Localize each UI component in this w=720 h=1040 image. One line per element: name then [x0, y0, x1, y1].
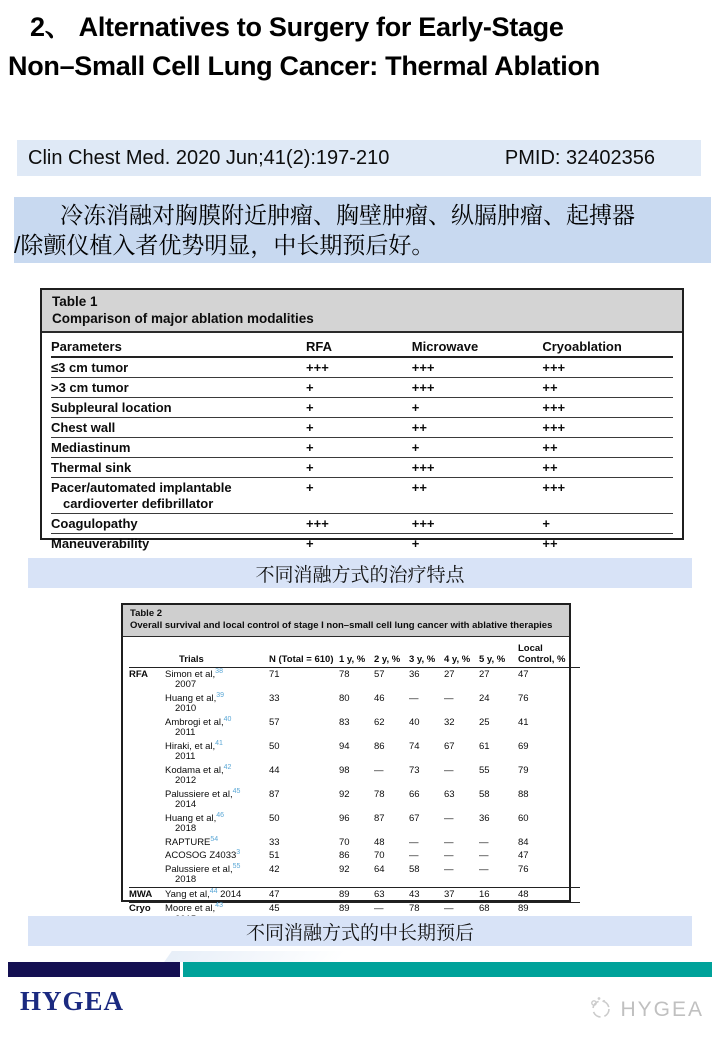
ablation-modalities-table: [51, 336, 673, 553]
table2-value: 64: [374, 863, 385, 875]
table2-header-row: [129, 639, 580, 668]
table1-value: +: [306, 478, 412, 514]
table1-value: +++: [306, 514, 412, 534]
table2-value: 62: [374, 716, 385, 728]
table2-row: [129, 812, 580, 836]
table2-trial-year: 2010: [175, 703, 197, 714]
table2-modality: [129, 863, 165, 888]
table2-value: 76: [518, 692, 529, 704]
table2-value: 94: [339, 740, 350, 752]
table2-trial: Palussiere et al,$^{45}$ 2014: [165, 788, 269, 812]
table2-value: 96: [339, 812, 350, 824]
table2-value: 78: [374, 788, 385, 800]
table2-value: 69: [518, 740, 529, 752]
table2-row: [129, 888, 580, 903]
table2-value: 57: [269, 716, 280, 728]
table2-value: 66: [409, 788, 420, 800]
table2-value: 43: [409, 888, 444, 903]
table1-parameter: Mediastinum: [51, 438, 306, 458]
table2-header-band: [123, 605, 569, 637]
table1-value: +: [412, 398, 543, 418]
survival-outcomes-table: [129, 639, 580, 927]
table2-modality: RFA: [129, 668, 148, 680]
table1-value: ++: [542, 458, 673, 478]
table2-value: —: [374, 902, 409, 927]
hygea-logo-icon: [587, 994, 613, 1026]
table1-value: +++: [542, 357, 673, 378]
table2-value: 87: [269, 788, 280, 800]
table1-row: [51, 378, 673, 398]
table2-value: 68: [479, 902, 518, 927]
table2-trial-year: 2014: [175, 799, 197, 810]
table1-value: +: [306, 438, 412, 458]
table2-value: 27: [479, 668, 490, 680]
title-line-1: 2、 Alternatives to Surgery for Early-Stage: [30, 12, 564, 42]
table2-col-4y: 4 y, %: [444, 639, 479, 668]
table2-row: [129, 692, 580, 716]
table2-value: 44: [269, 764, 280, 776]
table2-modality: [129, 836, 165, 850]
table2-value: 36: [479, 812, 490, 824]
table2-value: —: [444, 764, 454, 776]
table2-value: —: [409, 836, 419, 848]
table2-value: 46: [374, 692, 385, 704]
reference-superscript: 44: [209, 887, 218, 895]
table2-trial-year: 2011: [175, 751, 196, 762]
table2-value: —: [479, 863, 489, 875]
table2-row: [129, 863, 580, 888]
table2-value: 98: [339, 764, 350, 776]
table2-value: 58: [409, 863, 420, 875]
table2-value: 71: [269, 668, 280, 680]
table1-row: [51, 398, 673, 418]
table1-value: +++: [412, 357, 543, 378]
table2-value: —: [444, 692, 454, 704]
table2-value: 78: [339, 668, 350, 680]
table1-value: ++: [542, 438, 673, 458]
table2-trial: Simon et al,$^{38}$ 2007: [165, 668, 269, 693]
table2-row: [129, 764, 580, 788]
table2-title: Overall survival and local control of stage I non–small cell lung cancer with ablative therapies: [130, 620, 553, 631]
table2-value: 92: [339, 863, 350, 875]
summary-line-1: 冷冻消融对胸膜附近肿瘤、胸壁肿瘤、纵膈肿瘤、起搏器: [60, 202, 635, 228]
table1-value: +: [306, 378, 412, 398]
table2-trial: Huang et al,$^{39}$ 2010: [165, 692, 269, 716]
table1-parameter: >3 cm tumor: [51, 378, 306, 398]
table2-value: 58: [479, 788, 490, 800]
table1-figure: [40, 288, 684, 551]
table2-trial: Huang et al,$^{46}$ 2018: [165, 812, 269, 836]
table2-row: [129, 668, 580, 693]
table2-value: 67: [444, 740, 455, 752]
table1-value: +++: [306, 357, 412, 378]
table2-modality: Cryo: [129, 902, 165, 927]
table2-value: —: [374, 764, 384, 776]
table2-value: 78: [409, 902, 444, 927]
table1-row: [51, 438, 673, 458]
table2-modality: [129, 812, 165, 836]
table2-modality: MWA: [129, 888, 165, 903]
table2-value: 76: [518, 863, 529, 875]
table2-modality: [129, 740, 165, 764]
table2-value: 70: [339, 836, 350, 848]
table2-value: 79: [518, 764, 529, 776]
table2-trial: Moore et al,$^{43}$: [165, 902, 269, 927]
table2-value: —: [479, 850, 489, 861]
table2-value: 67: [409, 812, 420, 824]
reference-superscript: 41: [215, 739, 223, 747]
table2-col-3y: 3 y, %: [409, 639, 444, 668]
footer-bar-teal: [183, 962, 712, 977]
table2-trial-year: 2018: [175, 823, 197, 834]
table2-col-2y: 2 y, %: [374, 639, 409, 668]
table1-row: [51, 357, 673, 378]
table2-value: 50: [269, 740, 280, 752]
table2-row: [129, 716, 580, 740]
table2-row: [129, 740, 580, 764]
table2-value: 42: [269, 863, 280, 875]
table1-row: [51, 514, 673, 534]
reference-superscript: 43: [215, 901, 223, 909]
table1-parameter: Thermal sink: [51, 458, 306, 478]
table1-value: +++: [542, 398, 673, 418]
table1-row: [51, 534, 673, 554]
table2-col-1y: 1 y, %: [339, 639, 374, 668]
table1-row: [51, 418, 673, 438]
table2-value: 47: [269, 888, 339, 903]
table2-value: 48: [374, 836, 385, 848]
table2-modality: [129, 764, 165, 788]
table2-value: 89: [339, 902, 374, 927]
table2-caption-bar: [28, 916, 692, 946]
table2-value: 41: [518, 716, 529, 728]
table2-value: —: [444, 812, 454, 824]
table1-value: +: [306, 398, 412, 418]
table2-value: —: [409, 692, 419, 704]
table1-value: ++: [412, 478, 543, 514]
table2-value: 83: [339, 716, 350, 728]
table1-col-rfa: RFA: [306, 336, 412, 357]
table2-modality: [129, 788, 165, 812]
table1-value: +: [542, 514, 673, 534]
table1-content: [42, 333, 682, 553]
table2-col-modality: [129, 639, 165, 668]
table2-modality: [129, 850, 165, 864]
table1-value: ++: [542, 378, 673, 398]
table1-header-row: [51, 336, 673, 357]
table1-row: [51, 458, 673, 478]
page-title: [8, 8, 712, 86]
reference-superscript: 54: [210, 835, 219, 843]
table2-value: 24: [479, 692, 490, 704]
table1-header-band: [42, 290, 682, 333]
table2-value: 74: [409, 740, 420, 752]
table2-value: 32: [444, 716, 455, 728]
table2-trial-year: 2007: [175, 679, 197, 690]
table1-value: ++: [542, 535, 558, 551]
pmid-text: PMID: 32402356: [504, 146, 655, 169]
reference-superscript: 45: [232, 787, 241, 795]
table2-figure: [121, 603, 571, 914]
table2-col-n: N (Total = 610): [269, 639, 339, 668]
table2-caption-text: 不同消融方式的中长期预后: [245, 922, 474, 944]
table2-value: 45: [269, 902, 339, 927]
table1-parameter: Maneuverability: [51, 535, 150, 551]
table2-value: 86: [374, 740, 385, 752]
table2-value: 63: [374, 888, 409, 903]
reference-superscript: 39: [216, 691, 225, 699]
table1-value: +: [306, 535, 314, 551]
table2-value: 33: [269, 836, 280, 848]
table2-body: [129, 668, 580, 927]
table1-value: +++: [542, 418, 673, 438]
footer-bar-glint: [164, 951, 422, 962]
table2-content: [123, 637, 569, 927]
table2-col-trials: Trials: [165, 639, 269, 668]
hygea-watermark: [587, 994, 704, 1026]
table1-parameter: Subpleural location: [51, 398, 306, 418]
table2-trial: ACOSOG Z4033$^3$: [165, 848, 241, 861]
reference-superscript: 3: [236, 848, 241, 856]
table2-trial: Yang et al,$^{44}$ 2014: [165, 888, 269, 903]
table1-parameter: ≤3 cm tumor: [51, 357, 306, 378]
table2-value: 80: [339, 692, 350, 704]
table2-value: 89: [518, 902, 580, 927]
table1-value: +++: [412, 378, 543, 398]
table2-value: 55: [479, 764, 490, 776]
table2-value: 47: [518, 668, 529, 680]
reference-superscript: 42: [223, 763, 232, 771]
table2-value: —: [444, 850, 454, 861]
table2-value: 88: [518, 788, 529, 800]
table1-body: [51, 357, 673, 553]
table2-value: 63: [444, 788, 455, 800]
table1-title: Comparison of major ablation modalities: [52, 311, 314, 326]
title-line-2: Non–Small Cell Lung Cancer: Thermal Ablation: [8, 51, 600, 81]
table1-value: +++: [412, 514, 543, 534]
table2-value: 27: [444, 668, 455, 680]
table2-trial: Kodama et al,$^{42}$ 2012: [165, 764, 269, 788]
reference-superscript: 46: [216, 811, 225, 819]
table2-value: 25: [479, 716, 490, 728]
journal-citation: Clin Chest Med. 2020 Jun;41(2):197-210: [28, 146, 390, 169]
reference-superscript: 38: [215, 667, 223, 675]
table2-value: 37: [444, 888, 479, 903]
table2-trial-year: 2011: [175, 727, 196, 738]
table2-modality: [129, 716, 165, 740]
table1-parameter: Coagulopathy: [51, 514, 306, 534]
table2-value: 47: [518, 850, 529, 861]
table2-label: Table 2: [130, 608, 163, 619]
table2-value: 33: [269, 692, 280, 704]
table2-value: 86: [339, 850, 350, 861]
reference-superscript: 40: [223, 715, 232, 723]
table1-row: [51, 478, 673, 514]
table2-value: 50: [269, 812, 280, 824]
hygea-brand-left: HYGEA: [20, 986, 125, 1016]
table1-col-cryoablation: Cryoablation: [542, 336, 673, 357]
table2-modality: [129, 692, 165, 716]
table1-value: ++: [412, 418, 543, 438]
table1-parameter: Pacer/automated implantable cardioverter defibrillator: [51, 478, 306, 514]
table1-value: +: [306, 418, 412, 438]
citation-bar: [17, 140, 701, 176]
table1-col-parameters: Parameters: [51, 336, 306, 357]
table2-value: 16: [479, 888, 518, 903]
table2-value: 73: [409, 764, 420, 776]
table2-value: 48: [518, 888, 580, 903]
table2-col-local-control: Local Control, %: [518, 639, 580, 668]
hygea-watermark-text: HYGEA: [620, 998, 704, 1021]
table1-caption-text: 不同消融方式的治疗特点: [255, 564, 465, 586]
table2-row: [129, 788, 580, 812]
table2-trial: Ambrogi et al,$^{40}$ 2011: [165, 716, 269, 740]
table2-trial: Hiraki, et al,$^{41}$ 2011: [165, 740, 269, 764]
table2-col-5y: 5 y, %: [479, 639, 518, 668]
table2-value: —: [444, 863, 454, 875]
table2-value: —: [444, 902, 479, 927]
table2-trial: Palussiere et al,$^{55}$ 2018: [165, 863, 269, 888]
table2-trial-year: 2012: [175, 775, 197, 786]
table2-value: 36: [409, 668, 420, 680]
table1-value: +: [411, 535, 420, 551]
table2-value: 61: [479, 740, 490, 752]
reference-superscript: 55: [232, 862, 241, 870]
table2-value: 51: [269, 850, 280, 861]
footer-bar-navy: [8, 962, 180, 977]
table2-value: —: [409, 850, 419, 861]
table2-value: —: [479, 836, 489, 848]
table1-label: Table 1: [52, 294, 98, 309]
summary-line-2: /除颤仪植入者优势明显，中长期预后好。: [14, 232, 435, 258]
table2-value: 92: [339, 788, 350, 800]
summary-box: [14, 197, 711, 263]
table1-value: +++: [412, 458, 543, 478]
table1-col-microwave: Microwave: [412, 336, 543, 357]
table2-trial: RAPTURE$^{54}$: [165, 835, 219, 848]
table2-trial-year: 2018: [175, 874, 197, 885]
table1-caption-bar: [28, 558, 692, 588]
table2-row: [129, 836, 580, 850]
table2-value: 70: [374, 850, 385, 861]
table2-value: —: [444, 836, 454, 848]
table2-row: [129, 850, 580, 864]
table1-value: +++: [542, 478, 673, 514]
table2-value: 87: [374, 812, 385, 824]
table2-value: 89: [339, 888, 374, 903]
table1-value: +: [306, 458, 412, 478]
table1-value: +: [412, 438, 543, 458]
table2-value: 57: [374, 668, 385, 680]
table2-value: 60: [518, 812, 529, 824]
table2-value: 84: [518, 836, 529, 848]
table2-value: 40: [409, 716, 420, 728]
table1-parameter: Chest wall: [51, 418, 306, 438]
